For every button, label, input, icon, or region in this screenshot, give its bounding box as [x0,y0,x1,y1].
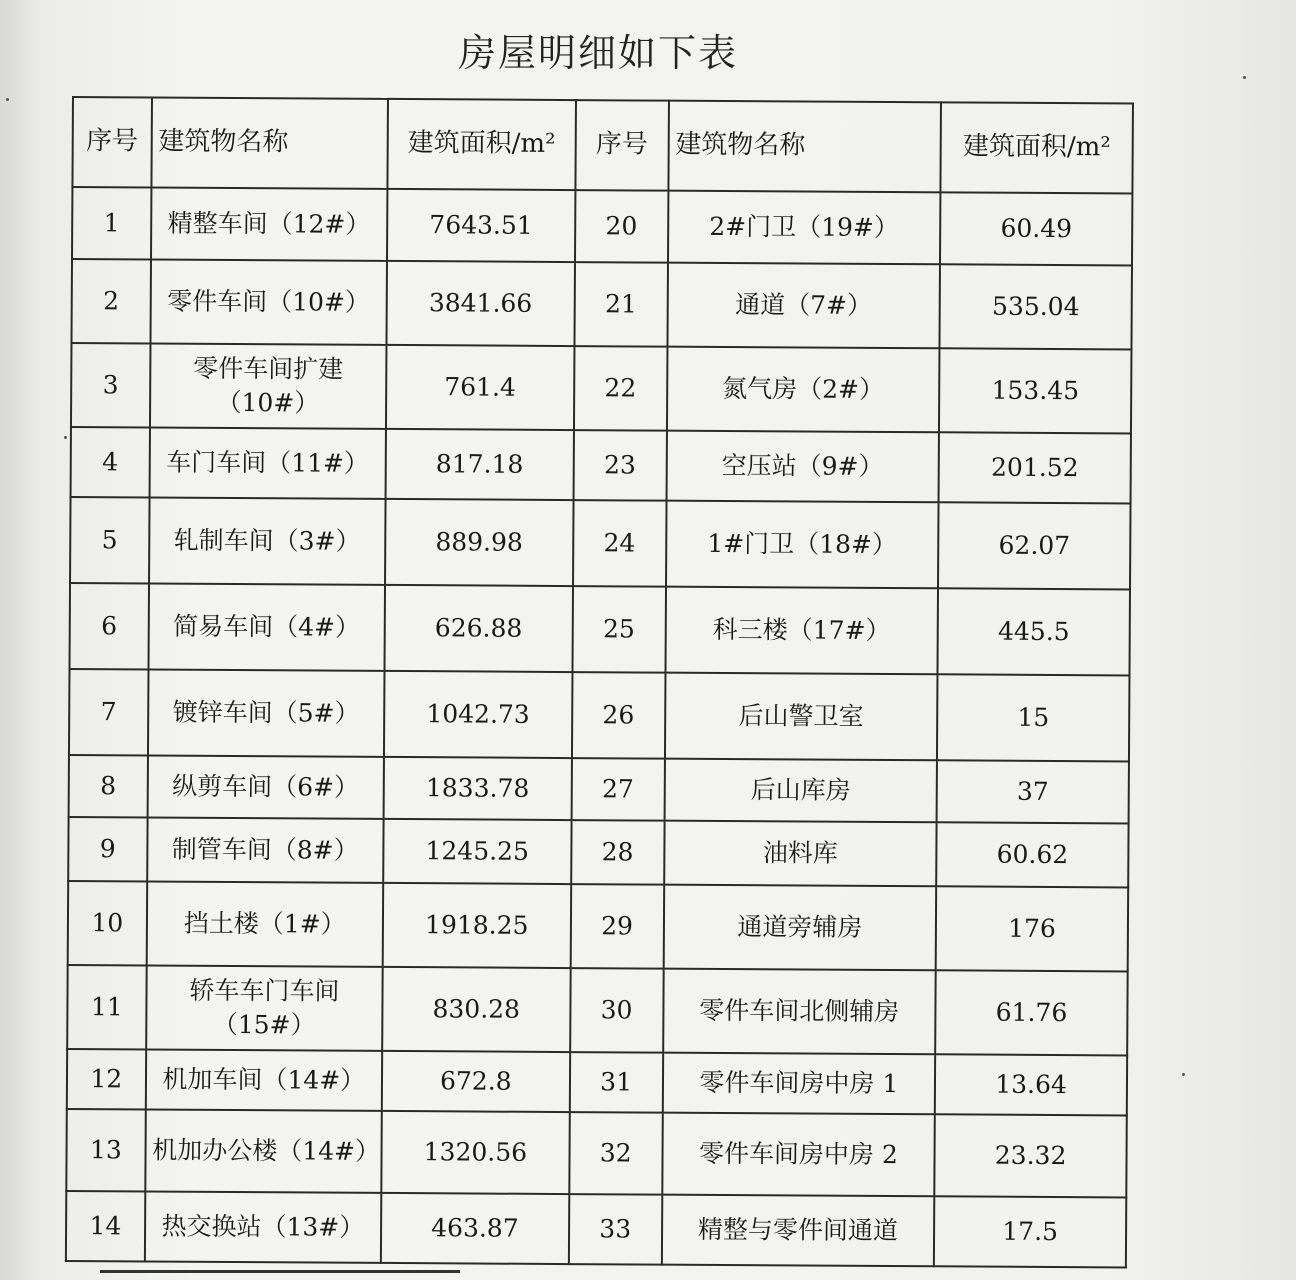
building-area-right: 153.45 [939,348,1131,433]
table-row [71,427,1131,503]
table-row [67,965,1127,1055]
building-details-table [65,96,1134,1268]
building-area-right: 61.76 [935,970,1127,1055]
building-name-left: 车门车间（11#） [149,427,386,498]
building-area-left: 463.87 [381,1193,569,1264]
row-number-left: 5 [70,497,149,583]
building-name-right: 氮气房（2#） [667,347,940,433]
building-name-left: 零件车间扩建（10#） [150,343,387,428]
row-number-right: 27 [571,758,664,821]
row-number-left: 13 [66,1109,145,1191]
building-name-left: 镀锌车间（5#） [148,669,385,756]
scan-speck [6,98,9,101]
building-area-right: 445.5 [938,588,1130,675]
row-number-left: 1 [72,187,151,259]
building-area-left: 889.98 [385,499,573,586]
building-area-right: 176 [936,886,1128,971]
row-number-right: 25 [572,586,665,673]
table-row [68,881,1128,971]
building-area-left: 7643.51 [387,189,575,262]
building-area-left: 817.18 [385,429,573,500]
building-area-left: 830.28 [382,967,570,1052]
building-area-right: 17.5 [934,1196,1126,1267]
table-row [68,817,1128,887]
row-number-right: 26 [572,672,665,759]
row-number-right: 32 [569,1112,662,1195]
building-name-right: 零件车间北侧辅房 [663,969,936,1055]
building-name-left: 热交换站（13#） [145,1191,382,1262]
building-name-left: 零件车间（10#） [150,259,387,344]
building-name-right: 精整与零件间通道 [661,1195,934,1267]
building-area-left: 1833.78 [384,757,572,820]
header-name-right: 建筑物名称 [668,101,941,193]
row-number-left: 8 [69,755,148,817]
row-number-left: 9 [68,817,147,881]
header-area-right: 建筑面积/m² [941,102,1133,193]
building-name-left: 机加车间（14#） [146,1049,383,1110]
row-number-left: 14 [66,1191,145,1261]
building-name-right: 油料库 [664,821,937,887]
building-area-left: 1320.56 [381,1111,569,1194]
bottom-rule [100,1270,460,1273]
row-number-left: 2 [71,259,150,343]
building-area-right: 201.52 [939,432,1131,503]
building-area-right: 535.04 [940,264,1132,349]
row-number-left: 4 [71,427,150,497]
row-number-right: 33 [569,1194,662,1265]
table-row [69,583,1130,675]
building-name-left: 纵剪车间（6#） [147,755,384,818]
building-name-right: 2#门卫（19#） [668,191,941,265]
building-name-right: 后山警卫室 [665,673,938,761]
building-name-right: 科三楼（17#） [665,587,938,675]
building-name-right: 通道旁辅房 [663,885,936,971]
row-number-left: 7 [69,669,148,755]
table-row [66,1109,1126,1197]
row-number-left: 12 [67,1049,146,1109]
table-row [67,1049,1127,1115]
building-area-right: 60.62 [936,822,1128,887]
row-number-left: 10 [68,881,147,965]
building-area-right: 37 [937,760,1129,823]
table-row [66,1191,1126,1267]
table-row [69,669,1130,761]
table-header-row [72,97,1133,193]
row-number-left: 11 [67,965,146,1049]
building-name-left: 挡土楼（1#） [146,881,383,966]
scan-speck [64,436,67,439]
building-area-left: 3841.66 [386,261,574,346]
header-area-left: 建筑面积/m² [387,99,575,190]
table-row [71,343,1131,433]
row-number-right: 23 [573,430,666,501]
building-area-right: 60.49 [940,192,1132,265]
building-name-right: 零件车间房中房 1 [662,1053,935,1115]
table-row [70,497,1131,589]
building-area-right: 15 [937,674,1129,761]
building-area-right: 23.32 [934,1114,1126,1197]
scan-speck [1182,1073,1185,1076]
building-name-left: 制管车间（8#） [147,817,384,882]
building-name-left: 轧制车间（3#） [149,497,386,584]
row-number-right: 24 [573,500,666,587]
building-name-right: 后山库房 [664,759,937,823]
row-number-right: 22 [574,346,667,431]
header-no-right: 序号 [575,100,668,191]
building-area-left: 1918.25 [383,883,571,968]
building-name-right: 空压站（9#） [666,431,939,503]
building-area-right: 13.64 [935,1054,1127,1115]
row-number-right: 30 [570,968,663,1053]
row-number-left: 3 [71,343,150,427]
table-row [69,755,1129,823]
row-number-right: 31 [570,1052,663,1113]
building-name-left: 机加办公楼（14#） [145,1109,382,1192]
row-number-right: 20 [575,190,668,263]
building-area-right: 62.07 [938,502,1130,589]
building-name-right: 零件车间房中房 2 [662,1113,935,1197]
building-area-left: 1042.73 [384,671,572,758]
building-name-left: 精整车间（12#） [151,187,388,260]
row-number-right: 21 [574,262,667,347]
building-area-left: 672.8 [382,1051,570,1112]
table-row [72,187,1132,265]
row-number-right: 29 [570,884,663,969]
row-number-left: 6 [69,583,148,669]
building-name-right: 1#门卫（18#） [666,501,939,589]
scan-speck [1243,76,1246,79]
page-title: 房屋明细如下表 [457,31,738,75]
row-number-right: 28 [571,820,664,885]
building-area-left: 761.4 [386,345,574,430]
building-area-left: 1245.25 [383,819,571,884]
table-row [71,259,1131,349]
building-area-left: 626.88 [384,585,572,672]
building-name-right: 通道（7#） [667,263,940,349]
header-name-left: 建筑物名称 [151,97,388,188]
building-name-left: 简易车间（4#） [148,583,385,670]
header-no-left: 序号 [72,97,151,187]
building-name-left: 轿车车门车间（15#） [146,965,383,1050]
